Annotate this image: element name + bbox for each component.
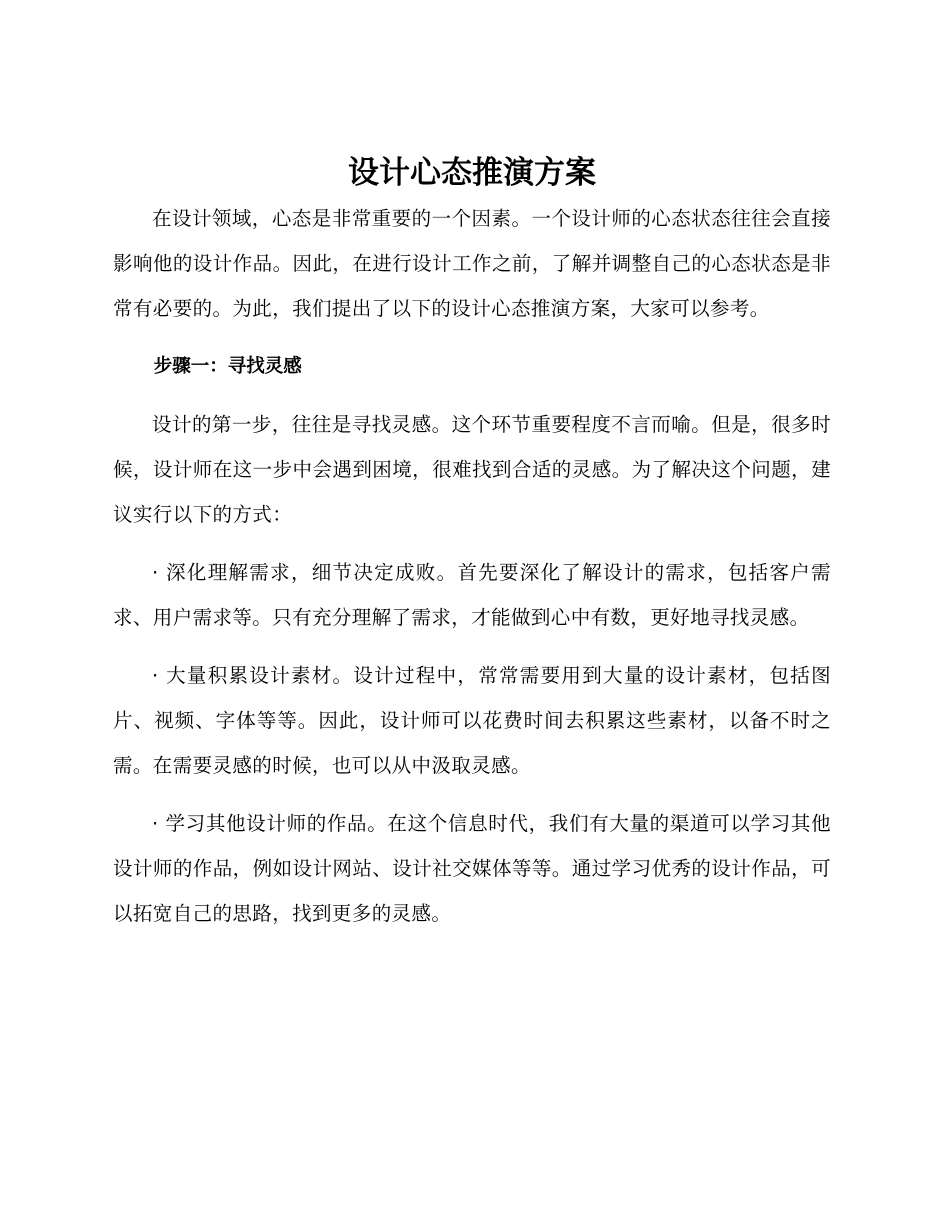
- bullet-paragraph-3: · 学习其他设计师的作品。在这个信息时代，我们有大量的渠道可以学习其他设计师的作品，例如设计网站、设计社交媒体等等。通过学习优秀的设计作品，可以拓宽自己的思路，找到更多的灵感。: [113, 812, 831, 925]
- spacer: [113, 640, 831, 653]
- step-body-paragraph: 设计的第一步，往往是寻找灵感。这个环节重要程度不言而喻。但是，很多时候，设计师在这一步中会遇到困境，很难找到合适的灵感。为了解决这个问题，建议实行以下的方式：: [113, 413, 831, 526]
- spacer: [113, 331, 831, 344]
- spacer: [113, 788, 831, 801]
- bullet-paragraph-2: · 大量积累设计素材。设计过程中，常常需要用到大量的设计素材，包括图片、视频、字体等等。因此，设计师可以花费时间去积累这些素材，以备不时之需。在需要灵感的时候，也可以从中汲取灵感。: [113, 664, 831, 777]
- document-page: [113, 150, 831, 936]
- document-title: 设计心态推演方案: [348, 155, 596, 191]
- spacer: [113, 389, 831, 402]
- intro-paragraph: 在设计领域，心态是非常重要的一个因素。一个设计师的心态状态往往会直接影响他的设计作品。因此，在进行设计工作之前，了解并调整自己的心态状态是非常有必要的。为此，我们提出了以下的设计心态推演方案，大家可以参考。: [113, 207, 831, 320]
- step-heading: 步骤一：寻找灵感: [153, 356, 302, 377]
- bullet-paragraph-1: · 深化理解需求，细节决定成败。首先要深化了解设计的需求，包括客户需求、用户需求等。只有充分理解了需求，才能做到心中有数，更好地寻找灵感。: [113, 561, 831, 629]
- spacer: [113, 537, 831, 550]
